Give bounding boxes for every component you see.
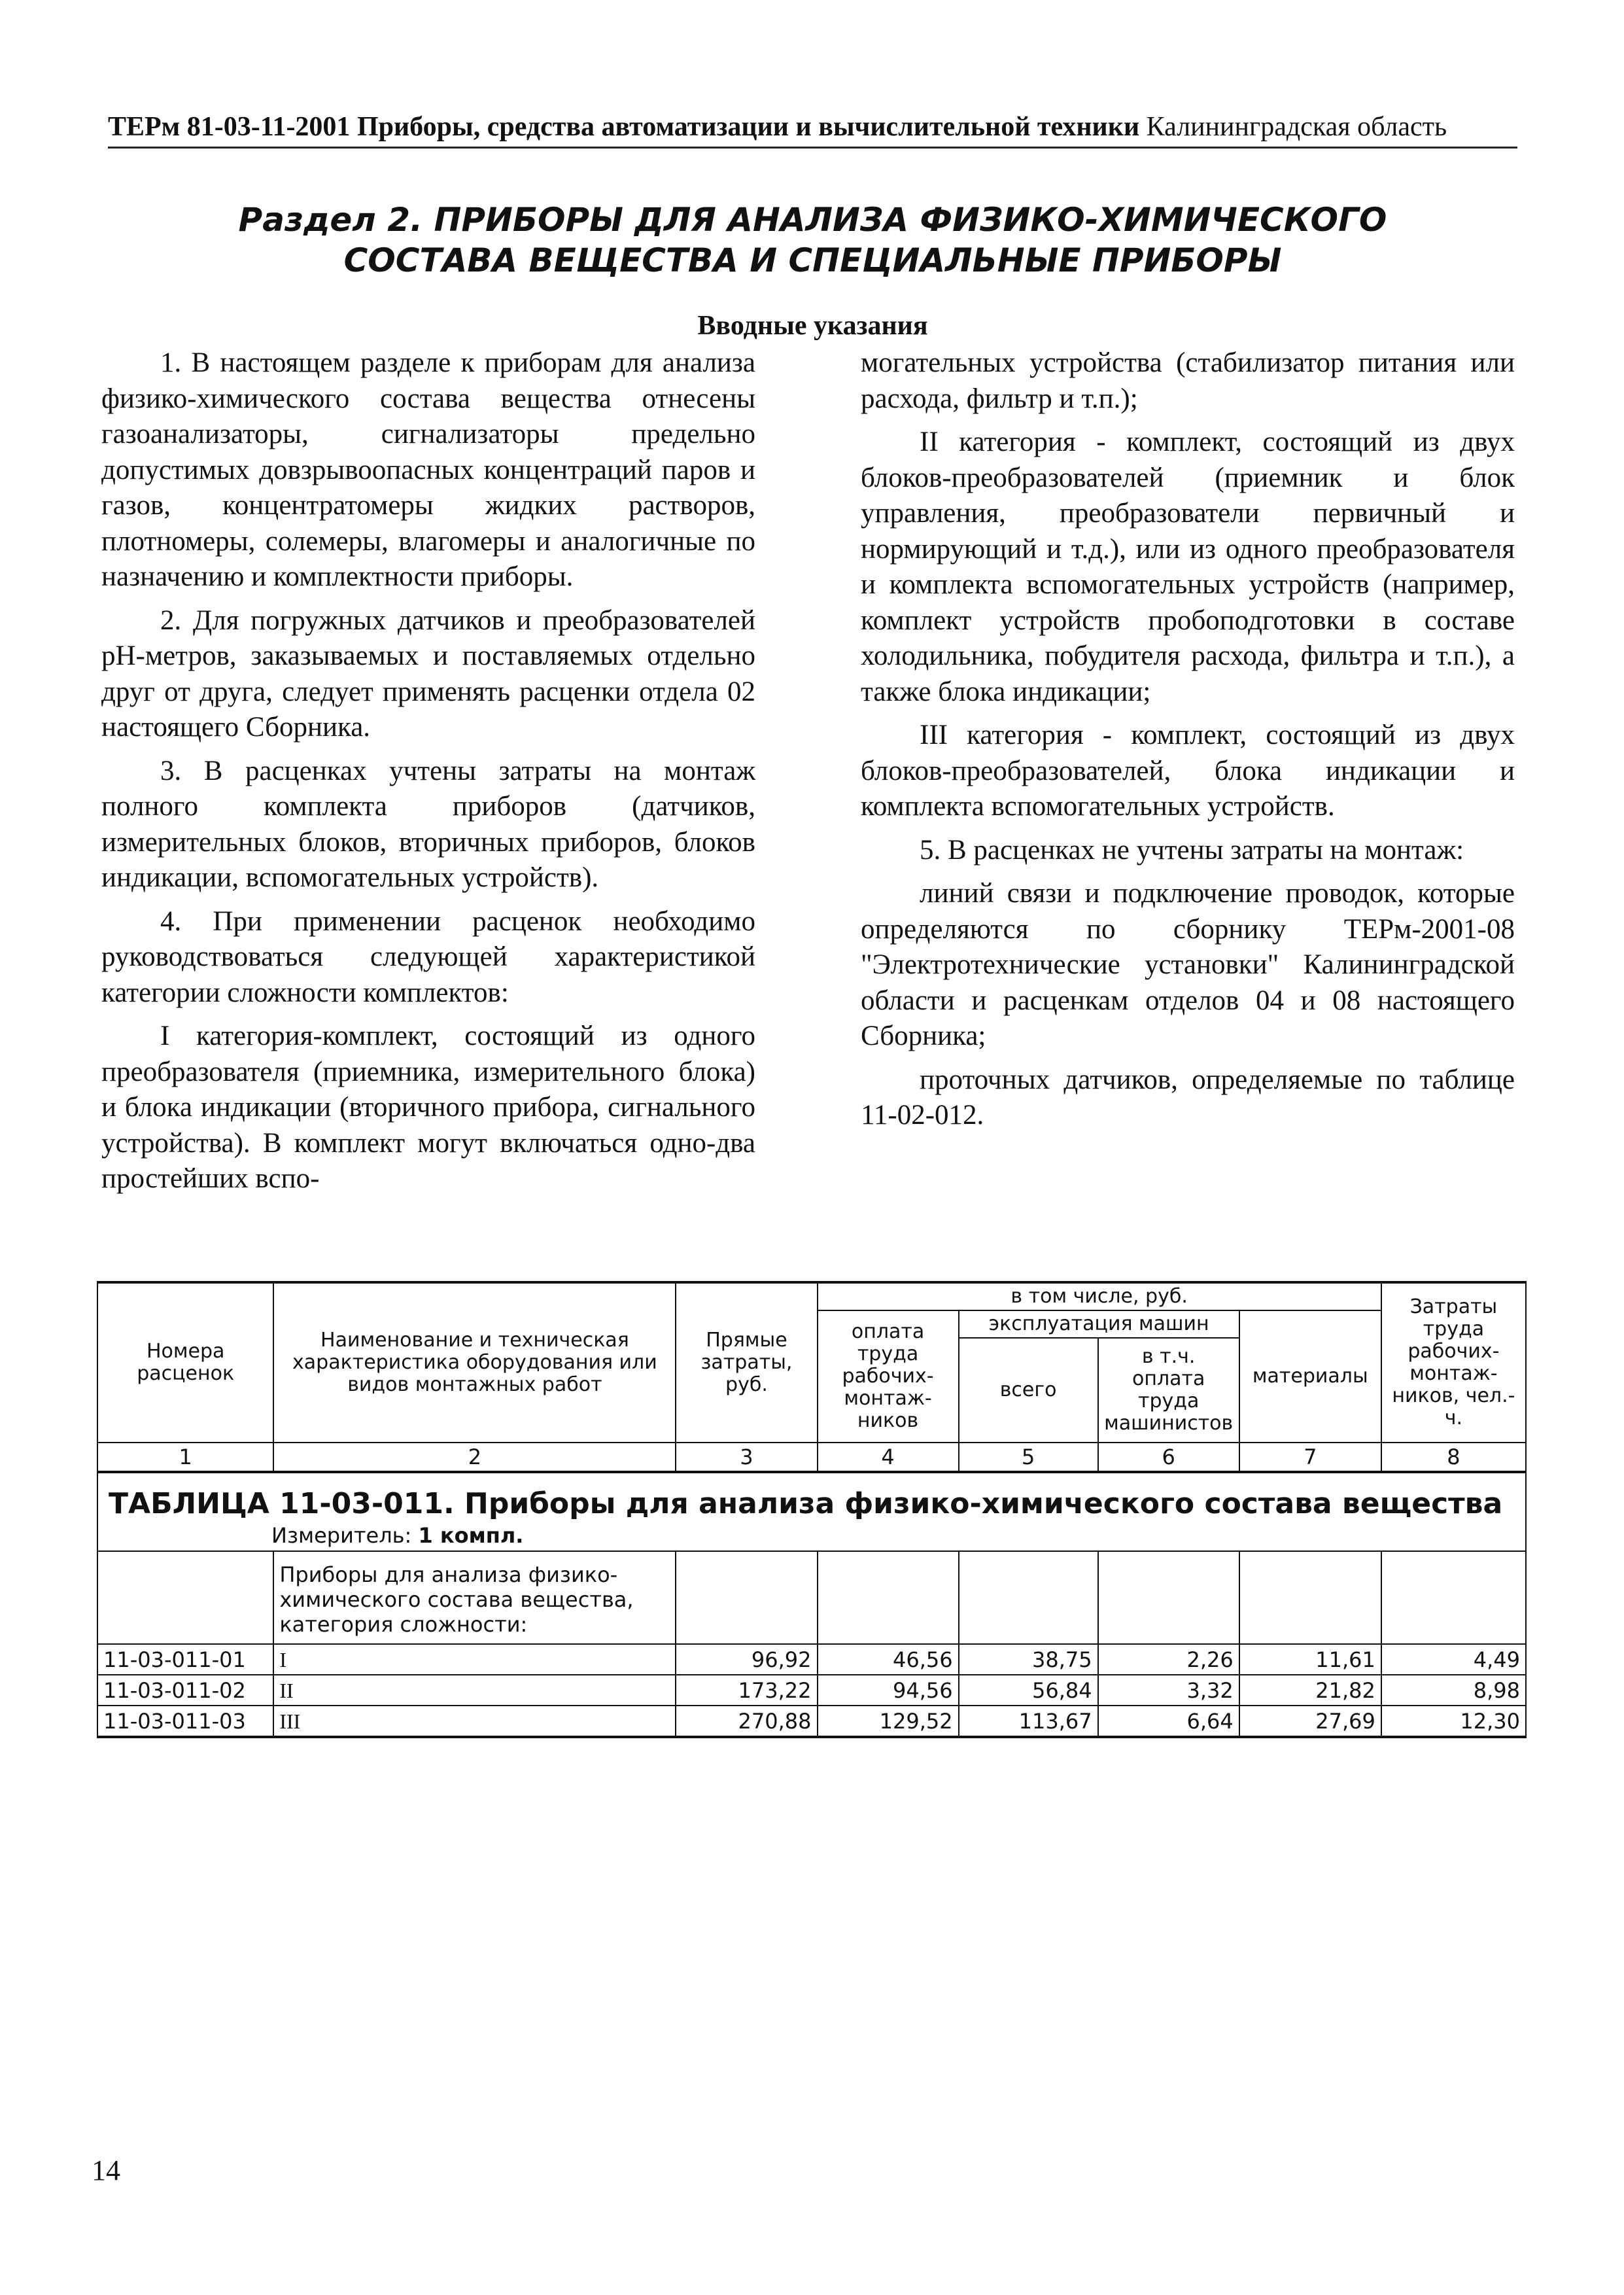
column-number: 6 — [1098, 1443, 1239, 1472]
rate-code: 11-03-011-02 — [97, 1675, 273, 1706]
column-number: 5 — [959, 1443, 1098, 1472]
complexity-category: I — [273, 1644, 676, 1675]
labor-pay: 129,52 — [818, 1706, 959, 1737]
rate-code: 11-03-011-01 — [97, 1644, 273, 1675]
header-including: в том числе, руб. — [818, 1282, 1381, 1310]
intro-left-column — [101, 345, 755, 1205]
materials: 27,69 — [1239, 1706, 1381, 1737]
table-title-cell — [97, 1472, 1526, 1551]
direct-costs: 270,88 — [676, 1706, 817, 1737]
labor-hours: 12,30 — [1381, 1706, 1526, 1737]
labor-hours: 4,49 — [1381, 1644, 1526, 1675]
complexity-category: III — [273, 1706, 676, 1737]
machines-total: 113,67 — [959, 1706, 1098, 1737]
intro-paragraph: 1. В настоящем разделе к приборам для анализа физико-химического состава вещества отнесены газоанализаторы, сигнализаторы предельно допустимых довзрывоопасных концентраций паров и газов, концентратомеры жидких растворов, плотномеры, солемеры, влагомеры и аналогичные по назначению и комплектности приборы. — [101, 347, 755, 592]
column-number: 8 — [1381, 1443, 1526, 1472]
intro-paragraph: 3. В расценках учтены затраты на монтаж полного комплекта приборов (датчиков, измерительных блоков, вторичных приборов, блоков индикации, вспомогательных устройств). — [101, 755, 755, 893]
machinists-pay: 3,32 — [1098, 1675, 1239, 1706]
machinists-pay: 6,64 — [1098, 1706, 1239, 1737]
measure-unit-label: Измеритель: — [271, 1523, 412, 1548]
machinists-pay: 2,26 — [1098, 1644, 1239, 1675]
header-region: Калининградская область — [1146, 112, 1447, 142]
column-number: 1 — [97, 1443, 273, 1472]
labor-hours: 8,98 — [1381, 1675, 1526, 1706]
table-title: ТАБЛИЦА 11-03-011. Приборы для анализа физико-химического состава вещества — [109, 1487, 1503, 1520]
machines-total: 56,84 — [959, 1675, 1098, 1706]
header-title: Приборы, средства автоматизации и вычислительной техники — [356, 112, 1140, 142]
intro-right-column — [861, 345, 1515, 1142]
measure-unit-value: 1 компл. — [418, 1523, 524, 1548]
column-number: 7 — [1239, 1443, 1381, 1472]
intro-paragraph: II категория - комплект, состоящий из двух блоков-преобразователей (приемник и блок управления, преобразователи первичный и нормирующий и т.д.), или из одного преобразователя и комплекта вспомогательных устройств (например, комплект устройств пробоподготовки в составе холодильника, побудителя расхода, фильтра и т.п.), а также блока индикации; — [861, 427, 1515, 707]
rate-code: 11-03-011-03 — [97, 1706, 273, 1737]
header-labor-hours: Затраты труда рабочих-монтаж-ников, чел.-ч. — [1381, 1282, 1526, 1443]
header-machines: эксплуатация машин — [959, 1310, 1239, 1338]
intro-paragraph-continued: могательных устройства (стабилизатор питания или расхода, фильтр и т.п.); — [861, 347, 1515, 414]
table-row — [97, 1706, 1526, 1737]
labor-pay: 94,56 — [818, 1675, 959, 1706]
header-materials: материалы — [1239, 1310, 1381, 1443]
header-machinists-pay: в т.ч. оплата труда машинистов — [1098, 1338, 1239, 1443]
intro-paragraph: проточных датчиков, определяемые по таблице 11-02-012. — [861, 1064, 1515, 1130]
header-number: Номера расценок — [97, 1282, 273, 1443]
header-labor-pay: оплата труда рабочих-монтаж-ников — [818, 1310, 959, 1443]
direct-costs: 173,22 — [676, 1675, 817, 1706]
column-number: 2 — [273, 1443, 676, 1472]
group-description: Приборы для анализа физико-химического состава вещества, категория сложности: — [273, 1551, 676, 1644]
header-direct-costs: Прямые затраты, руб. — [676, 1282, 817, 1443]
section-title-line1: Раздел 2. ПРИБОРЫ ДЛЯ АНАЛИЗА ФИЗИКО-ХИМИЧЕСКОГО — [238, 201, 1387, 239]
intro-paragraph: I категория-комплект, состоящий из одного преобразователя (приемника, измерительного блока) и блока индикации (вторичного прибора, сигнального устройства). В комплект могут включаться одно-два простейших вспо- — [101, 1021, 755, 1194]
running-header — [108, 110, 1517, 149]
machines-total: 38,75 — [959, 1644, 1098, 1675]
section-title-line2: СОСТАВА ВЕЩЕСТВА И СПЕЦИАЛЬНЫЕ ПРИБОРЫ — [343, 241, 1282, 279]
labor-pay: 46,56 — [818, 1644, 959, 1675]
price-table — [97, 1281, 1527, 1738]
intro-paragraph: III категория - комплект, состоящий из двух блоков-преобразователей, блока индикации и комплекта вспомогательных устройств. — [861, 720, 1515, 822]
table-row — [97, 1644, 1526, 1675]
table-row — [97, 1675, 1526, 1706]
intro-heading: Вводные указания — [697, 311, 928, 341]
column-number: 3 — [676, 1443, 817, 1472]
measure-unit — [98, 1524, 1525, 1550]
intro-paragraph: линий связи и подключение проводок, которые определяются по сборнику ТЕРм-2001-08 "Электротехнические установки" Калининградской области и расценкам отделов 04 и 08 настоящего Сборника; — [861, 878, 1515, 1051]
header-machines-total: всего — [959, 1338, 1098, 1443]
column-number: 4 — [818, 1443, 959, 1472]
section-title — [108, 200, 1517, 281]
header-name: Наименование и техническая характеристика оборудования или видов монтажных работ — [273, 1282, 676, 1443]
header-code: ТЕРм 81-03-11-2001 — [108, 112, 351, 142]
materials: 11,61 — [1239, 1644, 1381, 1675]
direct-costs: 96,92 — [676, 1644, 817, 1675]
complexity-category: II — [273, 1675, 676, 1706]
intro-paragraph: 4. При применении расценок необходимо руководствоваться следующей характеристикой категории сложности комплектов: — [101, 905, 755, 1008]
intro-paragraph: 5. В расценках не учтены затраты на монтаж: — [920, 834, 1464, 866]
materials: 21,82 — [1239, 1675, 1381, 1706]
intro-paragraph: 2. Для погружных датчиков и преобразователей pH-метров, заказываемых и поставляемых отдельно друг от друга, следует применять расценки отдела 02 настоящего Сборника. — [101, 604, 755, 743]
page-number: 14 — [92, 2154, 120, 2186]
